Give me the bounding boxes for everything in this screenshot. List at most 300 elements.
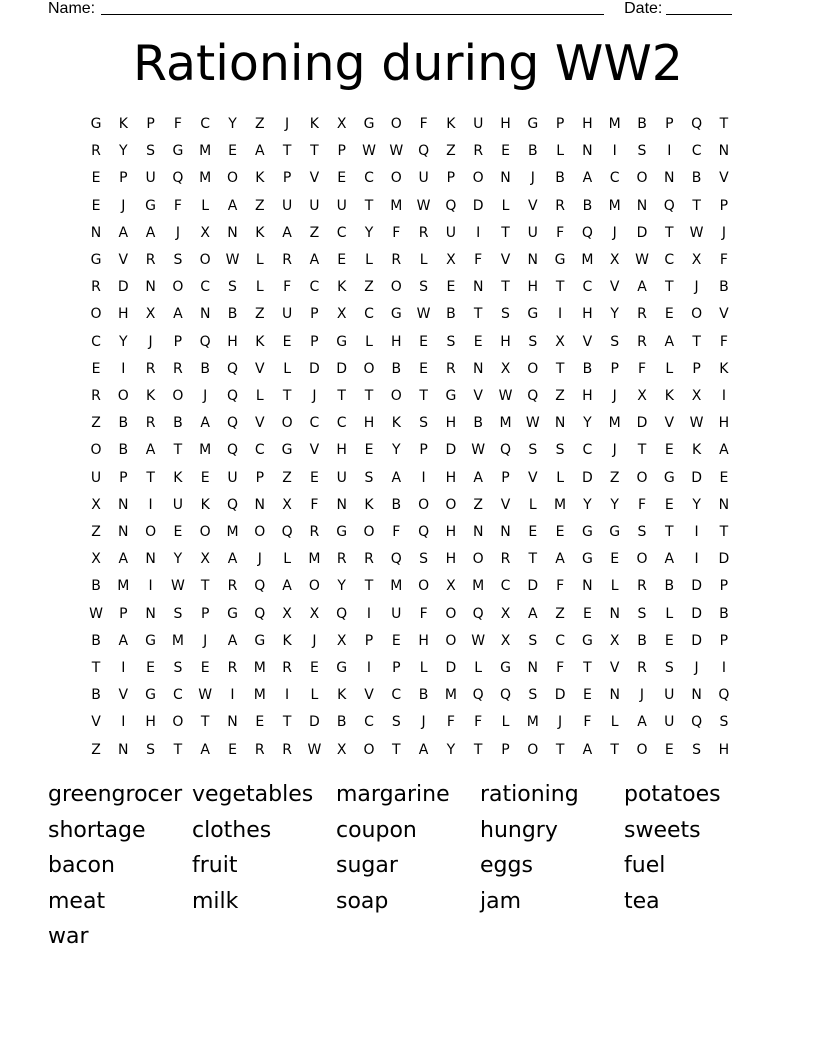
grid-letter[interactable]: C <box>200 279 211 296</box>
grid-letter[interactable]: W <box>471 632 486 649</box>
grid-letter[interactable]: N <box>664 170 675 187</box>
grid-letter[interactable]: L <box>283 360 291 377</box>
grid-letter[interactable]: X <box>336 632 347 649</box>
grid-letter[interactable]: K <box>364 496 374 513</box>
grid-letter[interactable]: E <box>664 632 674 649</box>
grid-letter[interactable]: F <box>310 496 319 513</box>
grid-letter[interactable]: J <box>612 442 617 459</box>
grid-letter[interactable]: C <box>91 333 101 350</box>
name-blank-line[interactable] <box>101 0 604 15</box>
grid-letter[interactable]: O <box>691 306 703 323</box>
grid-letter[interactable]: Y <box>583 496 592 513</box>
grid-letter[interactable]: Q <box>226 388 239 404</box>
grid-letter[interactable]: A <box>200 741 210 758</box>
grid-letter[interactable]: E <box>337 170 347 187</box>
grid-letter[interactable]: H <box>391 333 402 350</box>
grid-letter[interactable]: Z <box>255 197 265 214</box>
grid-letter[interactable]: R <box>145 252 156 268</box>
grid-letter[interactable]: P <box>419 442 428 459</box>
grid-letter[interactable]: T <box>200 578 210 595</box>
grid-letter[interactable]: Q <box>418 524 430 540</box>
grid-letter[interactable]: W <box>89 605 103 622</box>
grid-letter[interactable]: E <box>337 252 347 268</box>
grid-letter[interactable]: L <box>255 279 264 296</box>
grid-letter[interactable]: Q <box>281 524 293 540</box>
grid-letter[interactable]: O <box>363 524 375 540</box>
grid-letter[interactable]: X <box>282 496 292 513</box>
grid-letter[interactable]: B <box>91 632 101 649</box>
grid-letter[interactable]: R <box>254 741 265 758</box>
grid-letter[interactable]: Z <box>446 143 456 160</box>
grid-letter[interactable]: V <box>528 469 538 486</box>
grid-letter[interactable]: C <box>254 442 265 459</box>
grid-letter[interactable]: U <box>527 224 538 241</box>
grid-letter[interactable]: L <box>556 143 564 160</box>
grid-letter[interactable]: E <box>309 660 319 676</box>
grid-letter[interactable]: N <box>609 687 620 704</box>
grid-letter[interactable]: E <box>255 714 265 731</box>
grid-letter[interactable]: M <box>308 551 321 568</box>
grid-letter[interactable]: R <box>145 360 156 377</box>
grid-letter[interactable]: J <box>312 632 317 649</box>
grid-letter[interactable]: J <box>721 224 726 241</box>
grid-letter[interactable]: T <box>719 116 729 132</box>
grid-letter[interactable]: Q <box>418 143 430 160</box>
grid-letter[interactable]: Q <box>226 360 239 377</box>
grid-letter[interactable]: A <box>309 252 320 268</box>
grid-letter[interactable]: C <box>309 279 320 296</box>
grid-letter[interactable]: T <box>282 143 292 160</box>
grid-letter[interactable]: Q <box>226 496 239 513</box>
grid-letter[interactable]: Q <box>472 687 484 704</box>
grid-letter[interactable]: I <box>694 551 699 568</box>
grid-letter[interactable]: X <box>200 551 210 568</box>
grid-letter[interactable]: L <box>365 333 373 350</box>
grid-letter[interactable]: D <box>691 605 702 622</box>
grid-letter[interactable]: H <box>445 551 457 568</box>
grid-letter[interactable]: R <box>336 551 347 568</box>
grid-letter[interactable]: N <box>554 415 566 432</box>
grid-letter[interactable]: Z <box>255 306 265 323</box>
grid-letter[interactable]: Q <box>226 415 239 432</box>
grid-letter[interactable]: W <box>416 197 431 214</box>
grid-letter[interactable]: A <box>637 714 647 731</box>
grid-letter[interactable]: B <box>336 714 347 731</box>
grid-letter[interactable]: K <box>446 116 456 132</box>
grid-letter[interactable]: M <box>608 197 621 214</box>
grid-letter[interactable]: M <box>253 687 266 704</box>
grid-letter[interactable]: O <box>418 578 430 595</box>
grid-letter[interactable]: E <box>200 469 210 486</box>
grid-letter[interactable]: S <box>528 632 538 649</box>
grid-letter[interactable]: M <box>472 578 485 595</box>
grid-letter[interactable]: A <box>555 551 565 568</box>
grid-letter[interactable]: X <box>336 306 347 323</box>
grid-letter[interactable]: I <box>121 660 126 676</box>
grid-letter[interactable]: V <box>500 252 511 268</box>
grid-letter[interactable]: E <box>228 143 237 160</box>
grid-letter[interactable]: E <box>282 333 292 350</box>
grid-letter[interactable]: Q <box>336 605 348 622</box>
grid-letter[interactable]: X <box>282 605 292 622</box>
grid-letter[interactable]: H <box>145 714 156 731</box>
grid-letter[interactable]: K <box>146 388 156 404</box>
grid-letter[interactable]: F <box>583 714 592 731</box>
grid-letter[interactable]: S <box>173 605 183 622</box>
grid-letter[interactable]: E <box>664 306 674 323</box>
grid-letter[interactable]: S <box>637 605 647 622</box>
grid-letter[interactable]: E <box>582 605 592 622</box>
grid-letter[interactable]: X <box>446 578 456 595</box>
grid-letter[interactable]: C <box>364 714 374 731</box>
grid-letter[interactable]: H <box>418 632 429 649</box>
grid-letter[interactable]: E <box>528 524 538 540</box>
grid-letter[interactable]: H <box>500 333 511 350</box>
grid-letter[interactable]: U <box>445 224 457 241</box>
grid-letter[interactable]: E <box>610 551 620 568</box>
grid-letter[interactable]: L <box>283 551 291 568</box>
grid-letter[interactable]: P <box>119 469 128 486</box>
grid-letter[interactable]: S <box>692 741 702 758</box>
grid-letter[interactable]: S <box>173 660 183 676</box>
grid-letter[interactable]: N <box>500 170 511 187</box>
grid-letter[interactable]: V <box>309 170 320 187</box>
grid-letter[interactable]: E <box>664 442 674 459</box>
grid-letter[interactable]: K <box>719 360 729 377</box>
grid-letter[interactable]: Q <box>226 442 239 459</box>
grid-letter[interactable]: O <box>90 306 102 323</box>
grid-letter[interactable]: R <box>446 360 456 377</box>
grid-letter[interactable]: L <box>365 252 373 268</box>
grid-letter[interactable]: G <box>527 116 539 132</box>
grid-letter[interactable]: R <box>145 415 156 432</box>
grid-letter[interactable]: E <box>91 360 101 377</box>
grid-letter[interactable]: O <box>363 360 375 377</box>
grid-letter[interactable]: G <box>145 197 157 214</box>
grid-letter[interactable]: S <box>146 143 156 160</box>
grid-letter[interactable]: V <box>118 252 129 268</box>
grid-letter[interactable]: H <box>582 388 593 404</box>
grid-letter[interactable]: C <box>173 687 183 704</box>
grid-letter[interactable]: N <box>145 551 156 568</box>
grid-letter[interactable]: D <box>117 279 129 296</box>
grid-letter[interactable]: A <box>473 469 483 486</box>
grid-letter[interactable]: W <box>416 306 431 323</box>
grid-letter[interactable]: C <box>200 116 211 132</box>
grid-letter[interactable]: R <box>227 660 238 676</box>
grid-letter[interactable]: B <box>719 605 729 622</box>
grid-letter[interactable]: W <box>225 252 240 268</box>
grid-letter[interactable]: F <box>719 252 728 268</box>
grid-letter[interactable]: C <box>364 170 374 187</box>
grid-letter[interactable]: K <box>118 116 128 132</box>
grid-letter[interactable]: P <box>310 333 319 350</box>
grid-letter[interactable]: G <box>281 442 293 459</box>
grid-letter[interactable]: S <box>637 524 647 540</box>
grid-letter[interactable]: A <box>200 415 210 432</box>
grid-letter[interactable]: S <box>637 143 647 160</box>
grid-letter[interactable]: M <box>253 660 266 676</box>
grid-letter[interactable]: B <box>391 360 402 377</box>
grid-letter[interactable]: O <box>472 551 484 568</box>
grid-letter[interactable]: O <box>199 524 211 540</box>
grid-letter[interactable]: K <box>391 415 401 432</box>
grid-letter[interactable]: I <box>121 714 126 731</box>
grid-letter[interactable]: V <box>719 170 729 187</box>
grid-letter[interactable]: V <box>528 197 538 214</box>
grid-letter[interactable]: O <box>117 388 129 404</box>
grid-letter[interactable]: M <box>390 197 403 214</box>
grid-letter[interactable]: M <box>199 143 212 160</box>
grid-letter[interactable]: P <box>501 741 510 758</box>
grid-letter[interactable]: J <box>203 388 208 404</box>
grid-letter[interactable]: F <box>392 524 401 540</box>
grid-letter[interactable]: D <box>691 469 702 486</box>
grid-letter[interactable]: Q <box>691 116 703 132</box>
grid-letter[interactable]: O <box>226 170 239 187</box>
grid-letter[interactable]: M <box>608 415 621 432</box>
grid-letter[interactable]: X <box>91 551 101 568</box>
grid-letter[interactable]: D <box>691 578 702 595</box>
grid-letter[interactable]: L <box>528 496 537 513</box>
grid-letter[interactable]: K <box>337 279 347 296</box>
grid-letter[interactable]: A <box>637 279 647 296</box>
grid-letter[interactable]: S <box>228 279 237 296</box>
grid-letter[interactable]: X <box>691 388 702 404</box>
grid-letter[interactable]: U <box>145 170 156 187</box>
grid-letter[interactable]: U <box>336 469 347 486</box>
grid-letter[interactable]: G <box>172 143 184 160</box>
grid-letter[interactable]: T <box>91 660 101 676</box>
grid-letter[interactable]: T <box>555 741 565 758</box>
grid-letter[interactable]: M <box>526 714 539 731</box>
grid-letter[interactable]: Q <box>254 578 266 595</box>
grid-letter[interactable]: B <box>582 360 593 377</box>
grid-letter[interactable]: B <box>391 496 402 513</box>
grid-letter[interactable]: Q <box>527 388 539 404</box>
grid-letter[interactable]: P <box>200 605 210 622</box>
grid-letter[interactable]: R <box>91 143 101 160</box>
grid-letter[interactable]: A <box>227 632 238 649</box>
grid-letter[interactable]: M <box>444 687 457 704</box>
grid-letter[interactable]: Y <box>119 143 128 160</box>
grid-letter[interactable]: F <box>446 714 455 731</box>
grid-letter[interactable]: Q <box>254 605 266 622</box>
grid-letter[interactable]: T <box>555 279 565 296</box>
grid-letter[interactable]: O <box>390 388 402 404</box>
grid-letter[interactable]: T <box>173 442 183 459</box>
grid-letter[interactable]: X <box>309 605 320 622</box>
grid-letter[interactable]: Y <box>228 116 237 132</box>
grid-letter[interactable]: F <box>556 660 565 676</box>
grid-letter[interactable]: X <box>336 741 347 758</box>
grid-letter[interactable]: V <box>719 306 729 323</box>
grid-letter[interactable]: E <box>419 333 429 350</box>
grid-letter[interactable]: N <box>145 279 156 296</box>
grid-letter[interactable]: P <box>392 660 401 676</box>
grid-letter[interactable]: L <box>419 660 428 676</box>
grid-letter[interactable]: L <box>665 360 674 377</box>
grid-letter[interactable]: H <box>718 415 730 432</box>
grid-letter[interactable]: G <box>145 687 157 704</box>
grid-letter[interactable]: G <box>581 524 593 540</box>
grid-letter[interactable]: T <box>364 388 374 404</box>
grid-letter[interactable]: Z <box>555 605 565 622</box>
grid-letter[interactable]: T <box>692 333 701 350</box>
grid-letter[interactable]: W <box>689 224 704 241</box>
grid-letter[interactable]: M <box>581 252 594 268</box>
grid-letter[interactable]: J <box>148 333 153 350</box>
grid-letter[interactable]: R <box>637 660 647 676</box>
grid-letter[interactable]: O <box>527 360 539 377</box>
grid-letter[interactable]: I <box>721 660 726 676</box>
grid-letter[interactable]: C <box>309 415 320 432</box>
grid-letter[interactable]: L <box>310 687 319 704</box>
grid-letter[interactable]: J <box>558 714 563 731</box>
grid-letter[interactable]: K <box>200 496 210 513</box>
grid-letter[interactable]: T <box>501 279 510 296</box>
grid-letter[interactable]: E <box>419 360 429 377</box>
grid-letter[interactable]: M <box>199 170 212 187</box>
grid-letter[interactable]: U <box>281 306 293 323</box>
grid-letter[interactable]: O <box>636 469 648 486</box>
grid-letter[interactable]: O <box>172 388 184 404</box>
grid-letter[interactable]: H <box>582 306 593 323</box>
grid-letter[interactable]: B <box>582 197 593 214</box>
grid-letter[interactable]: I <box>148 496 153 513</box>
grid-letter[interactable]: F <box>173 197 182 214</box>
grid-letter[interactable]: C <box>609 170 620 187</box>
grid-letter[interactable]: J <box>612 388 617 404</box>
grid-letter[interactable]: F <box>173 116 182 132</box>
grid-letter[interactable]: I <box>667 143 672 160</box>
grid-letter[interactable]: T <box>419 388 428 404</box>
grid-letter[interactable]: Z <box>282 469 292 486</box>
grid-letter[interactable]: D <box>445 660 457 676</box>
grid-letter[interactable]: C <box>364 306 374 323</box>
grid-letter[interactable]: M <box>199 442 212 459</box>
grid-letter[interactable]: R <box>637 333 647 350</box>
grid-letter[interactable]: S <box>719 714 729 731</box>
grid-letter[interactable]: G <box>581 551 593 568</box>
grid-letter[interactable]: I <box>558 306 563 323</box>
grid-letter[interactable]: V <box>91 714 101 731</box>
grid-letter[interactable]: I <box>230 687 235 704</box>
grid-letter[interactable]: C <box>582 279 593 296</box>
grid-letter[interactable]: G <box>663 469 675 486</box>
grid-letter[interactable]: S <box>555 442 565 459</box>
grid-letter[interactable]: K <box>664 388 674 404</box>
grid-letter[interactable]: G <box>390 306 402 323</box>
grid-letter[interactable]: M <box>226 524 239 540</box>
grid-letter[interactable]: A <box>391 469 402 486</box>
grid-letter[interactable]: A <box>719 442 729 459</box>
grid-letter[interactable]: B <box>418 687 429 704</box>
grid-letter[interactable]: F <box>637 496 647 513</box>
grid-letter[interactable]: J <box>312 388 317 404</box>
grid-letter[interactable]: W <box>307 741 322 758</box>
grid-letter[interactable]: U <box>227 469 238 486</box>
grid-letter[interactable]: G <box>90 252 102 268</box>
grid-letter[interactable]: S <box>419 551 429 568</box>
grid-letter[interactable]: J <box>421 714 426 731</box>
grid-letter[interactable]: P <box>282 170 292 187</box>
grid-letter[interactable]: P <box>555 116 565 132</box>
grid-letter[interactable]: T <box>473 741 483 758</box>
grid-letter[interactable]: E <box>582 687 592 704</box>
date-blank-line[interactable] <box>666 0 732 15</box>
grid-letter[interactable]: F <box>474 252 483 268</box>
grid-letter[interactable]: N <box>718 143 730 160</box>
grid-letter[interactable]: S <box>419 279 429 296</box>
grid-letter[interactable]: G <box>554 252 566 268</box>
grid-letter[interactable]: G <box>500 660 511 676</box>
grid-letter[interactable]: Y <box>692 496 701 513</box>
grid-letter[interactable]: C <box>336 224 347 241</box>
grid-letter[interactable]: H <box>500 116 511 132</box>
grid-letter[interactable]: B <box>555 170 565 187</box>
grid-letter[interactable]: X <box>555 333 565 350</box>
grid-letter[interactable]: G <box>227 605 238 622</box>
grid-letter[interactable]: F <box>392 224 401 241</box>
grid-letter[interactable]: R <box>282 252 292 268</box>
grid-letter[interactable]: L <box>255 252 264 268</box>
grid-letter[interactable]: C <box>391 687 402 704</box>
grid-letter[interactable]: N <box>227 714 238 731</box>
grid-letter[interactable]: Y <box>364 224 374 241</box>
grid-letter[interactable]: H <box>118 306 129 323</box>
grid-letter[interactable]: N <box>227 224 238 241</box>
grid-letter[interactable]: B <box>691 170 702 187</box>
grid-letter[interactable]: I <box>612 143 617 160</box>
grid-letter[interactable]: R <box>91 388 101 404</box>
grid-letter[interactable]: V <box>364 687 374 704</box>
grid-letter[interactable]: T <box>637 442 647 459</box>
grid-letter[interactable]: S <box>173 252 183 268</box>
grid-letter[interactable]: O <box>281 415 293 432</box>
grid-letter[interactable]: X <box>500 360 511 377</box>
grid-letter[interactable]: K <box>255 170 265 187</box>
grid-letter[interactable]: B <box>200 360 210 377</box>
grid-letter[interactable]: Q <box>172 170 184 187</box>
grid-letter[interactable]: O <box>172 714 184 731</box>
grid-letter[interactable]: O <box>445 496 457 513</box>
grid-letter[interactable]: U <box>664 687 675 704</box>
grid-letter[interactable]: A <box>118 224 129 241</box>
grid-letter[interactable]: H <box>227 333 238 350</box>
grid-letter[interactable]: Q <box>199 333 211 350</box>
grid-letter[interactable]: T <box>665 224 674 241</box>
grid-letter[interactable]: O <box>636 551 648 568</box>
grid-letter[interactable]: P <box>364 632 374 649</box>
grid-letter[interactable]: J <box>639 687 645 704</box>
grid-letter[interactable]: T <box>364 197 374 214</box>
grid-letter[interactable]: H <box>445 469 457 486</box>
grid-letter[interactable]: R <box>91 279 101 296</box>
grid-letter[interactable]: Q <box>581 224 593 241</box>
grid-letter[interactable]: G <box>527 306 539 323</box>
grid-letter[interactable]: Z <box>364 279 374 296</box>
grid-letter[interactable]: T <box>364 578 374 595</box>
grid-letter[interactable]: H <box>718 741 730 758</box>
grid-letter[interactable]: M <box>117 578 130 595</box>
grid-letter[interactable]: T <box>310 143 319 160</box>
grid-letter[interactable]: A <box>227 551 238 568</box>
grid-letter[interactable]: N <box>527 252 539 268</box>
grid-letter[interactable]: G <box>254 632 266 649</box>
grid-letter[interactable]: U <box>309 197 320 214</box>
grid-letter[interactable]: I <box>476 224 481 241</box>
